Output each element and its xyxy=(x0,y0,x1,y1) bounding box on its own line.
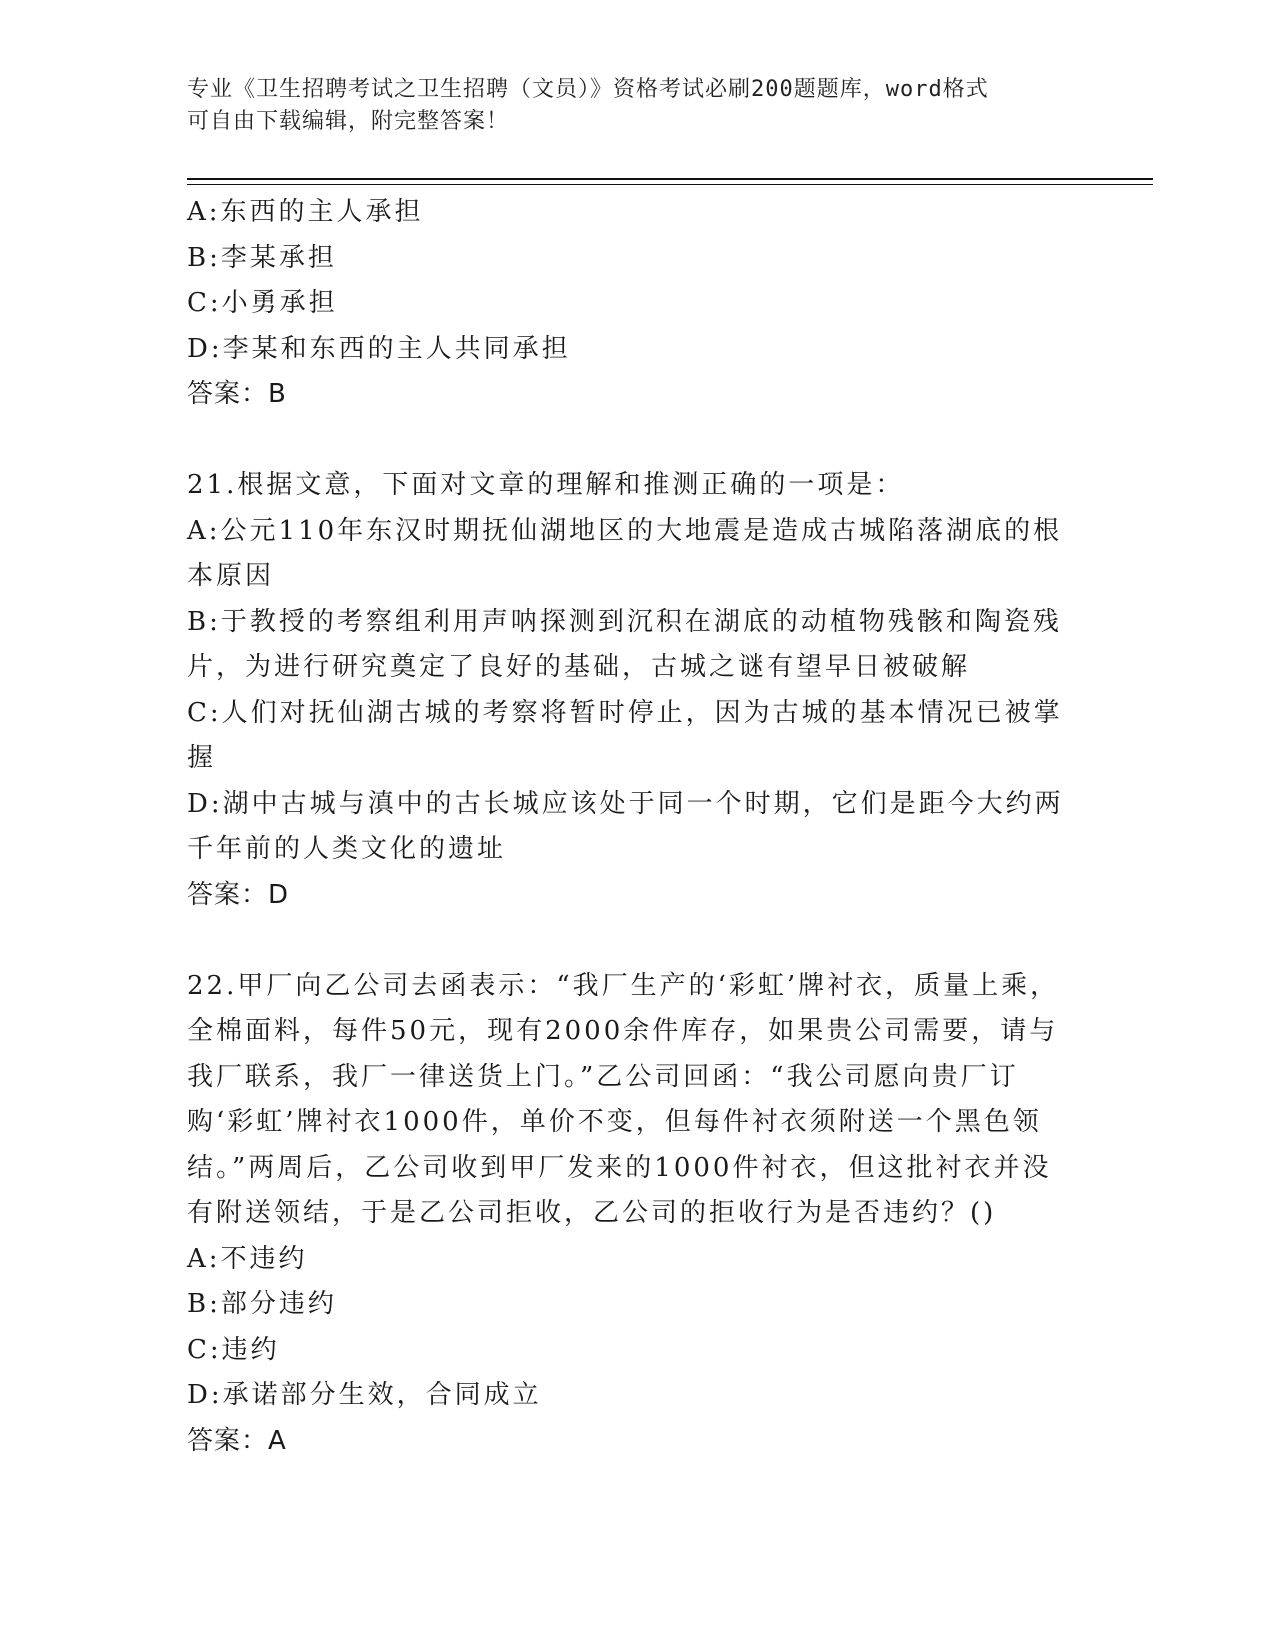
question-spacer xyxy=(187,918,1067,964)
answer-line: 答案：D xyxy=(187,879,290,910)
answer-line: 答案：A xyxy=(187,1425,287,1456)
option-a: A:公元110年东汉时期抚仙湖地区的大地震是造成古城陷落湖底的根本原因 xyxy=(187,515,1063,591)
option-d: D:李某和东西的主人共同承担 xyxy=(187,333,571,364)
question-stem: 22.甲厂向乙公司去函表示：“我厂生产的‘彩虹’牌衬衣，质量上乘，全棉面料，每件50元，现有2000余件库存，如果贵公司需要，请与我厂联系，我厂一律送货上门。”乙公司回函：“我公司愿向贵厂订购‘彩虹’牌衬衣1000件，单价不变，但每件衬衣须附送一个黑色领结。”两周后，乙公司收到甲厂发来的1000件衬衣，但这批衬衣并没有附送领结，于是乙公司拒收，乙公司的拒收行为是否违约？() xyxy=(187,970,1060,1228)
header-title-line-2: 可自由下载编辑，附完整答案！ xyxy=(187,109,510,134)
option-b: B:于教授的考察组利用声呐探测到沉积在湖底的动植物残骸和陶瓷残片，为进行研究奠定了良好的基础，古城之谜有望早日被破解 xyxy=(187,606,1062,682)
question-20 xyxy=(187,190,1067,418)
option-c: C:小勇承担 xyxy=(187,288,338,318)
option-a: A:不违约 xyxy=(187,1243,308,1274)
option-c: C:违约 xyxy=(187,1334,280,1365)
option-b: B:部分违约 xyxy=(187,1289,337,1319)
question-22 xyxy=(187,964,1067,1465)
question-21 xyxy=(187,463,1067,918)
option-c: C:人们对抚仙湖古城的考察将暂时停止，因为古城的基本情况已被掌握 xyxy=(187,697,1063,773)
question-spacer xyxy=(187,418,1067,464)
page-header xyxy=(187,74,1087,138)
answer-line: 答案：B xyxy=(187,379,287,409)
option-a: A:东西的主人承担 xyxy=(187,197,424,227)
option-d: D:承诺部分生效，合同成立 xyxy=(187,1380,542,1410)
header-rule-thin xyxy=(187,184,1153,185)
option-b: B:李某承担 xyxy=(187,242,337,273)
question-stem: 21.根据文意，下面对文章的理解和推测正确的一项是： xyxy=(187,470,905,500)
header-title-line-1: 专业《卫生招聘考试之卫生招聘（文员）》资格考试必刷200题题库，word格式 xyxy=(187,77,989,102)
question-content xyxy=(187,190,1067,1464)
header-rule-thick xyxy=(187,178,1153,180)
option-d: D:湖中古城与滇中的古长城应该处于同一个时期，它们是距今大约两千年前的人类文化的遗址 xyxy=(187,788,1064,864)
